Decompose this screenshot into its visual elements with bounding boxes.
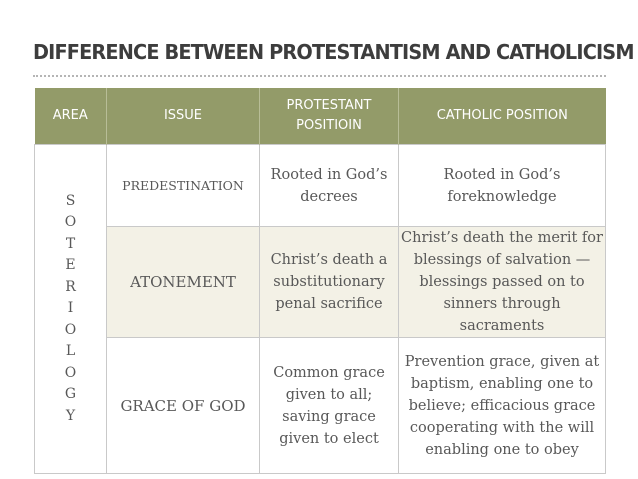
area-cell-soteriology: [35, 145, 107, 474]
area-letter: R: [65, 278, 76, 295]
header-protestant-position: [260, 88, 399, 145]
header-catholic-position: CATHOLIC POSITION: [399, 88, 606, 145]
protestant-position-cell: Common grace given to all; saving grace given to elect: [260, 338, 399, 474]
issue-cell: GRACE OF GOD: [107, 338, 260, 474]
protestant-position-cell: Rooted in God’s decrees: [260, 145, 399, 227]
table-header-row: [35, 88, 606, 145]
issue-cell: ATONEMENT: [107, 227, 260, 338]
slide-title: DIFFERENCE BETWEEN PROTESTANTISM AND CATHOLICISM: [33, 40, 634, 64]
protestant-position-cell: Christ’s death a substitutionary penal sacrifice: [260, 227, 399, 338]
header-issue: ISSUE: [107, 88, 260, 145]
header-protestant-line2: POSITIOIN: [296, 118, 362, 133]
table-row: [35, 145, 606, 227]
area-letter: G: [64, 386, 77, 403]
issue-cell: PREDESTINATION: [107, 145, 260, 227]
catholic-position-cell: Prevention grace, given at baptism, enabling one to believe; efficacious grace cooperating with the will enabling one to obey: [399, 338, 606, 474]
area-letter: Y: [65, 407, 76, 424]
dotted-divider: [33, 75, 606, 77]
area-letter: O: [64, 214, 77, 231]
table-row: [35, 227, 606, 338]
catholic-position-cell: Christ’s death the merit for blessings of salvation — blessings passed on to sinners through sacraments: [399, 227, 606, 338]
header-protestant-line1: PROTESTANT: [286, 98, 372, 113]
area-letter: I: [67, 300, 74, 317]
area-letter: O: [64, 364, 77, 381]
area-letter: O: [64, 321, 77, 338]
table-row: [35, 338, 606, 474]
header-area: AREA: [35, 88, 107, 145]
comparison-table: [34, 88, 606, 474]
area-letter: L: [65, 343, 76, 360]
catholic-position-cell: Rooted in God’s foreknowledge: [399, 145, 606, 227]
area-letter: T: [65, 235, 76, 252]
area-letter: E: [65, 257, 76, 274]
area-letter: S: [65, 192, 76, 209]
